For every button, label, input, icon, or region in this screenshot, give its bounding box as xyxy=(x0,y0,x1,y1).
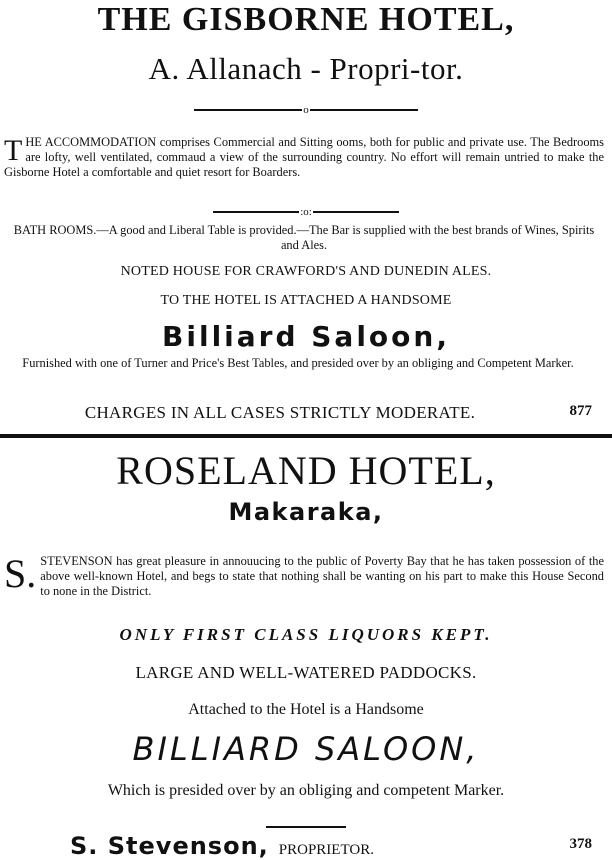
ornamental-rule xyxy=(0,103,612,116)
noted-house-line: NOTED HOUSE FOR CRAWFORD'S AND DUNEDIN ALES. xyxy=(120,264,492,279)
signature-row xyxy=(0,832,612,858)
accommodation-paragraph xyxy=(0,135,612,180)
proprietor-name: S. Stevenson, xyxy=(70,832,269,860)
liquors-line: ONLY FIRST CLASS LIQUORS KEPT. xyxy=(119,625,493,644)
proprietor-role: PROPRIETOR. xyxy=(278,842,374,858)
rule-mark: :o: xyxy=(300,206,312,219)
charges-line: CHARGES IN ALL CASES STRICTLY MODERATE. xyxy=(84,403,476,422)
ad-number: 877 xyxy=(569,403,592,419)
ad-title: THE GISBORNE HOTEL, xyxy=(97,1,515,38)
ad-title: ROSELAND HOTEL, xyxy=(116,448,496,493)
accommodation-text: HE ACCOMMODATION comprises Commercial and Sitting ooms, both for public and private use. The Bedrooms are lofty, well ventilated, commaud a view of the surrounding country. No effort will remain untried to make the Gisborne Hotel a comfortable and quiet resort for Boarders. xyxy=(4,135,604,179)
intro-text: STEVENSON has great pleasure in annouucing to the public of Poverty Bay that he has taken possession of the above well-known Hotel, and begs to state that nothing shall be wanting on his part to make this House Second to none in the District. xyxy=(40,554,604,598)
attached-line: TO THE HOTEL IS ATTACHED A HANDSOME xyxy=(160,293,452,308)
ad-subtitle: Makaraka, xyxy=(228,498,384,526)
roseland-hotel-ad xyxy=(0,436,612,858)
short-rule xyxy=(0,820,612,832)
ornamental-rule xyxy=(0,205,612,218)
billiard-saloon-heading: Billiard Saloon, xyxy=(162,320,450,353)
dropcap: S. xyxy=(4,551,37,596)
paddocks-line: LARGE AND WELL-WATERED PADDOCKS. xyxy=(135,663,477,682)
bath-rooms-paragraph: BATH ROOMS.—A good and Liberal Table is provided.—The Bar is supplied with the best brands of Wines, Spirits and Ales. xyxy=(13,223,595,252)
billiard-saloon-heading: BILLIARD SALOON, xyxy=(132,730,480,768)
rule-mark: o xyxy=(303,104,309,117)
intro-paragraph xyxy=(0,551,612,599)
signature-block xyxy=(70,832,374,860)
proprietor-line: A. Allanach - Propri-tor. xyxy=(148,51,464,86)
attached-line: Attached to the Hotel is a Handsome xyxy=(188,701,424,718)
charges-row xyxy=(0,403,612,425)
dropcap: T xyxy=(4,134,23,167)
furnished-paragraph: Furnished with one of Turner and Price's Best Tables, and presided over by an obliging and Competent Marker. xyxy=(22,356,574,370)
presided-line: Which is presided over by an obliging and competent Marker. xyxy=(107,782,505,799)
ad-number: 378 xyxy=(569,836,592,852)
